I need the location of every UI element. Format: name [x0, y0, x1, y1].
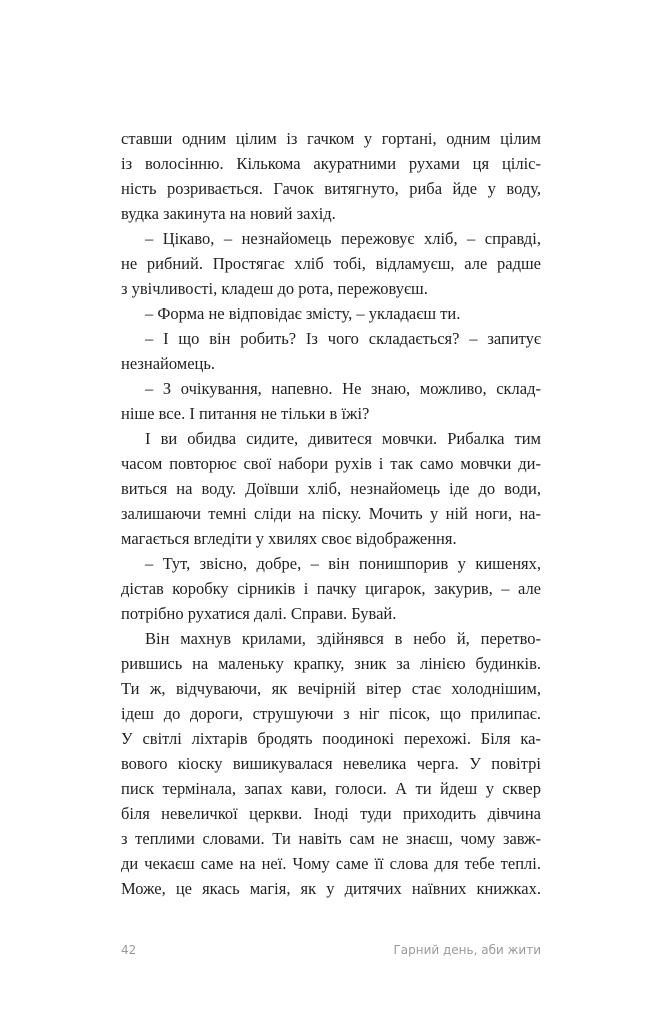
text-line: ніше все. І питання не тільки в їжі?: [121, 404, 370, 423]
text-line: виться на воду. Доївши хліб, незнайомець іде до води,: [121, 479, 541, 498]
text-line: магається вгледіти у хвилях своє відображення.: [121, 529, 457, 548]
text-line: з увічливості, кладеш до рота, пережовуєш.: [121, 279, 428, 298]
text-line: рившись на маленьку крапку, зник за лінією будинків.: [121, 654, 541, 673]
text-line: вудка закинута на новий захід.: [121, 204, 336, 223]
page-footer: [121, 942, 541, 958]
text-line: Може, це якась магія, як у дитячих наївних книжках.: [121, 879, 541, 898]
text-line: незнайомець.: [121, 354, 216, 373]
text-line: У світлі ліхтарів бродять поодинокі перехожі. Біля ка-: [121, 729, 541, 748]
text-line: дістав коробку сірників і пачку цигарок, закурив, – але: [121, 579, 541, 598]
text-line: ідеш до дороги, струшуючи з ніг пісок, що прилипає.: [121, 704, 541, 723]
text-line: – З очікування, напевно. Не знаю, можливо, склад-: [145, 379, 541, 398]
text-line: вового кіоску вишикувалася невелика черга. У повітрі: [121, 754, 541, 773]
text-line: Ти ж, відчуваючи, як вечірній вітер стає холоднішим,: [121, 679, 541, 698]
text-line: І ви обидва сидите, дивитеся мовчки. Рибалка тим: [145, 429, 541, 448]
page-body-text: [121, 126, 541, 901]
text-line: часом повторює свої набори рухів і так само мовчки ди-: [121, 454, 541, 473]
text-line: не рибний. Простягає хліб тобі, відламуєш, але радше: [121, 254, 541, 273]
page-number: 42: [121, 943, 137, 957]
text-line: з теплими словами. Ти навіть сам не знаєш, чому завж-: [121, 829, 541, 848]
text-line: ність розривається. Гачок витягнуто, риба йде у воду,: [121, 179, 541, 198]
text-line: – І що він робить? Із чого складається? – запитує: [145, 329, 541, 348]
text-line: – Цікаво, – незнайомець пережовує хліб, – справді,: [145, 229, 541, 248]
text-line: із волосінню. Кількома акуратними рухами ця ціліс-: [121, 154, 541, 173]
text-line: Він махнув крилами, здійнявся в небо й, перетво-: [145, 629, 541, 648]
text-line: – Тут, звісно, добре, – він понишпорив у кишенях,: [145, 554, 541, 573]
text-line: ди чекаєш саме на неї. Чому саме її слова для тебе теплі.: [121, 854, 541, 873]
text-line: писк термінала, запах кави, голоси. А ти йдеш у сквер: [121, 779, 541, 798]
text-line: – Форма не відповідає змісту, – укладаєш ти.: [145, 304, 461, 323]
running-title: Гарний день, аби жити: [393, 943, 541, 957]
text-line: потрібно рухатися далі. Справи. Бувай.: [121, 604, 397, 623]
text-line: залишаючи темні сліди на піску. Мочить у ній ноги, на-: [121, 504, 541, 523]
text-line: ставши одним цілим із гачком у гортані, одним цілим: [121, 129, 541, 148]
text-line: біля невеличкої церкви. Іноді туди приходить дівчина: [121, 804, 541, 823]
